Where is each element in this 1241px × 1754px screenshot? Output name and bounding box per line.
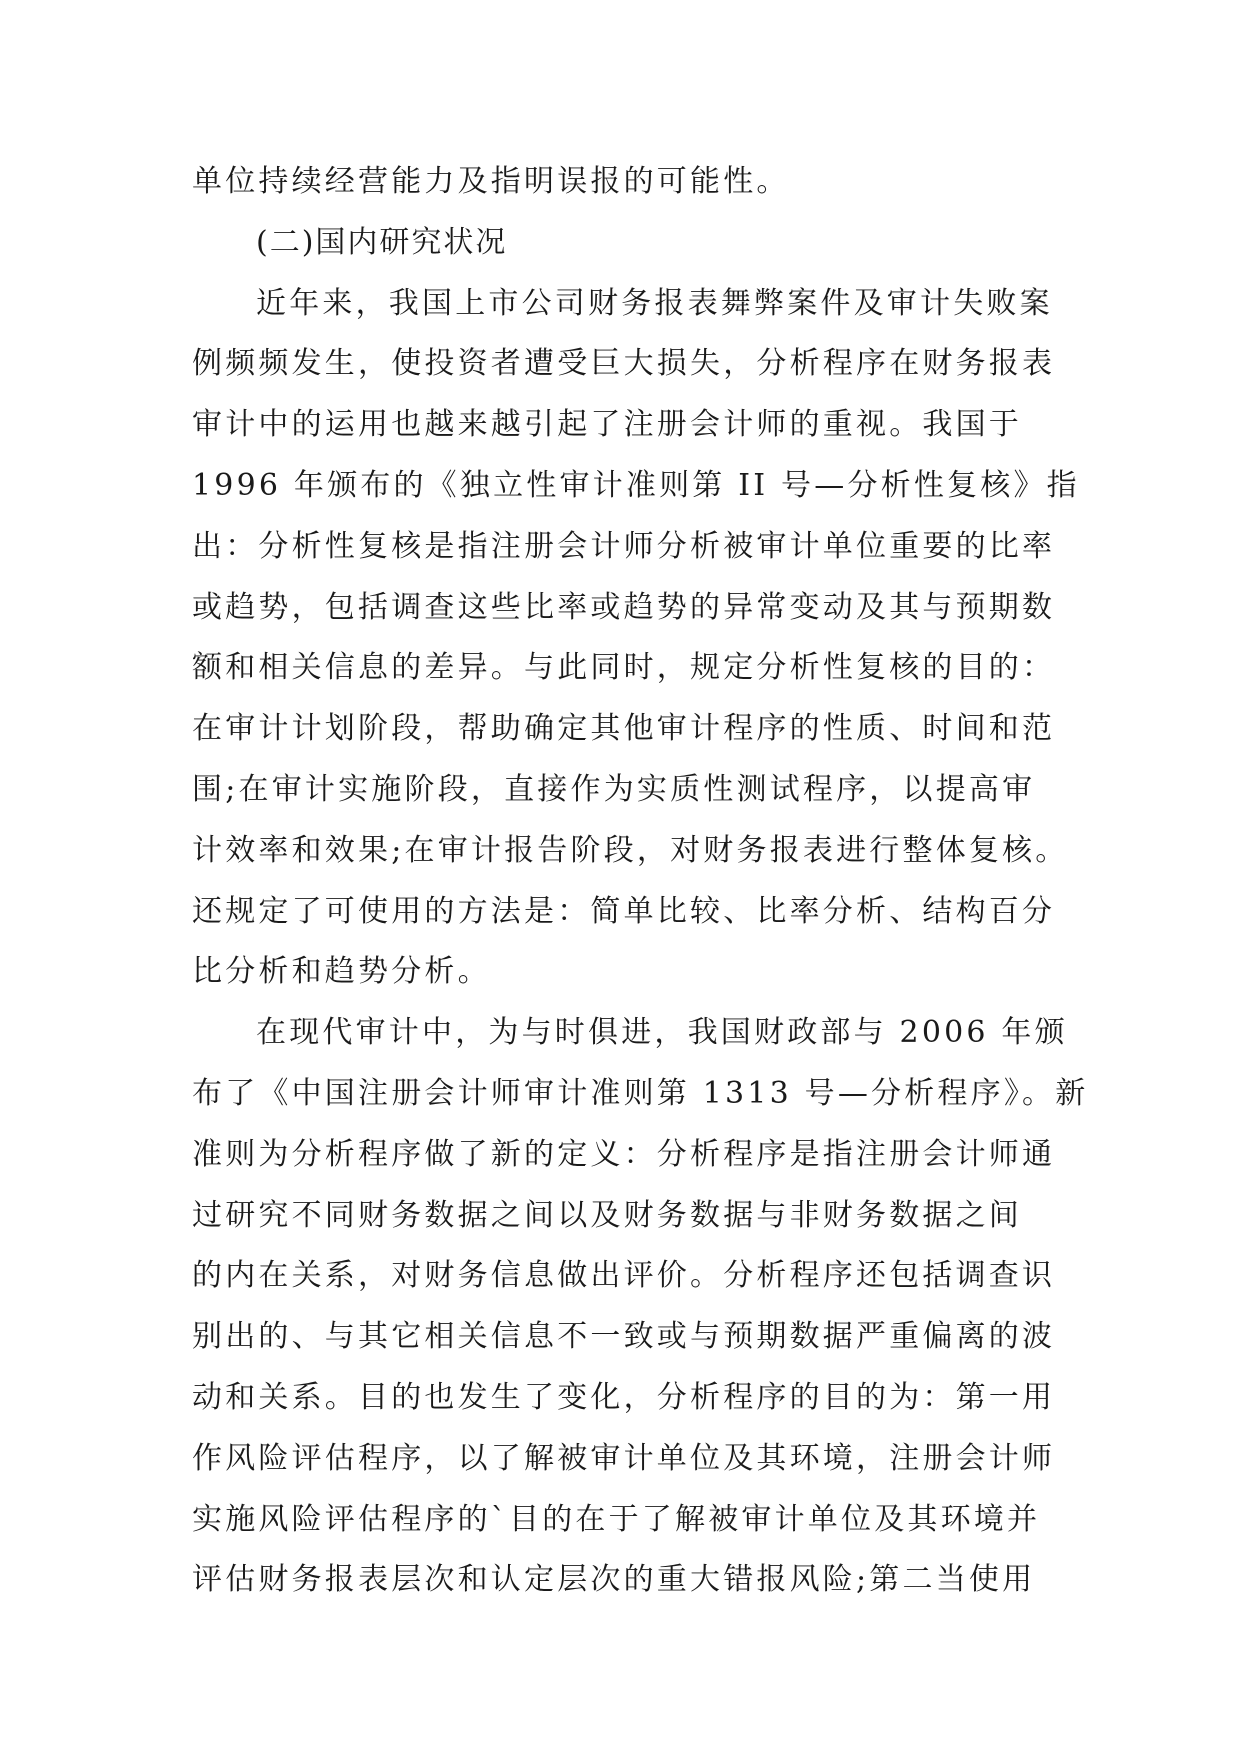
body-text — [192, 152, 1089, 1611]
text-line: 或趋势，包括调查这些比率或趋势的异常变动及其与预期数 — [192, 589, 1056, 625]
text-line: 动和关系。目的也发生了变化，分析程序的目的为：第一用 — [192, 1379, 1056, 1415]
text-line: 1996 年颁布的《独立性审计准则第 II 号—分析性复核》指 — [192, 467, 1080, 503]
text-line: 作风险评估程序，以了解被审计单位及其环境，注册会计师 — [192, 1440, 1056, 1476]
text-line: 在审计计划阶段，帮助确定其他审计程序的性质、时间和范 — [192, 711, 1056, 747]
text-line: 实施风险评估程序的`目的在于了解被审计单位及其环境并 — [192, 1501, 1041, 1537]
text-line: 额和相关信息的差异。与此同时，规定分析性复核的目的： — [192, 650, 1056, 686]
text-line: 比分析和趋势分析。 — [192, 954, 491, 990]
section-heading: (二)国内研究状况 — [256, 224, 508, 260]
text-line: 出：分析性复核是指注册会计师分析被审计单位重要的比率 — [192, 528, 1056, 564]
text-line: 围;在审计实施阶段，直接作为实质性测试程序，以提高审 — [192, 771, 1036, 807]
text-line: 还规定了可使用的方法是：简单比较、比率分析、结构百分 — [192, 893, 1056, 929]
text-line: 审计中的运用也越来越引起了注册会计师的重视。我国于 — [192, 407, 1022, 443]
text-line: 的内在关系，对财务信息做出评价。分析程序还包括调查识 — [192, 1258, 1056, 1294]
text-line: 近年来，我国上市公司财务报表舞弊案件及审计失败案 — [256, 285, 1053, 321]
text-line: 单位持续经营能力及指明误报的可能性。 — [192, 164, 790, 199]
text-line: 评估财务报表层次和认定层次的重大错报风险;第二当使用 — [192, 1562, 1036, 1598]
text-line: 准则为分析程序做了新的定义：分析程序是指注册会计师通 — [192, 1136, 1056, 1172]
text-line: 过研究不同财务数据之间以及财务数据与非财务数据之间 — [192, 1197, 1022, 1233]
text-line: 例频频发生，使投资者遭受巨大损失，分析程序在财务报表 — [192, 346, 1056, 382]
text-line: 计效率和效果;在审计报告阶段，对财务报表进行整体复核。 — [192, 832, 1069, 868]
text-line: 布了《中国注册会计师审计准则第 1313 号—分析程序》。新 — [192, 1075, 1089, 1111]
text-line: 别出的、与其它相关信息不一致或与预期数据严重偏离的波 — [192, 1319, 1056, 1355]
text-line: 在现代审计中，为与时俱进，我国财政部与 2006 年颁 — [256, 1015, 1068, 1051]
